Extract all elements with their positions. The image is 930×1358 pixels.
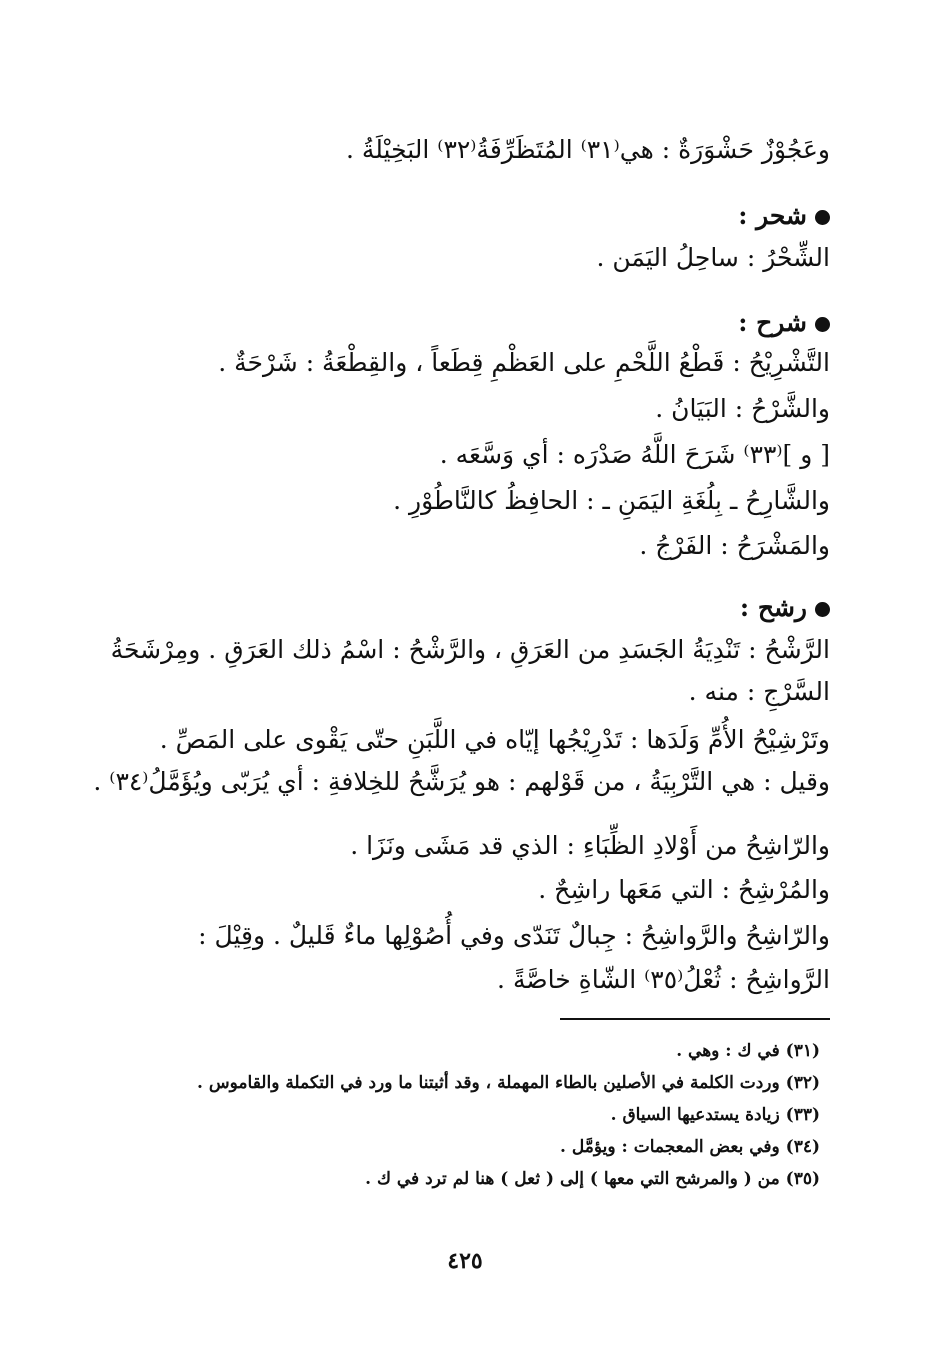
text-line: وقيل : هي التَّرْبِيَةُ ، من قَوْلهم : هو يُرَشَّحُ للخِلافةِ : أي يُرَبّى ويُؤَمَّلُ⁽٣٤⁾ . <box>93 767 830 796</box>
text-line: [ و ]⁽٣٣⁾ شَرَحَ اللَّهُ صَدْرَه : أي وَسَّعَه . <box>439 440 830 469</box>
text-line: الرَّواشِحُ : ثُعْلُ⁽٣٥⁾ الشّاةِ خاصَّةً . <box>497 965 830 994</box>
text-line: وتَرْشِيْحُ الأُمِّ وَلَدَها : تَدْرِيْجُها إيّاه في اللَّبَنِ حتّى يَقْوى على المَصِّ . <box>159 725 830 754</box>
text-line: والرّاشِحُ من أَوْلادِ الظِّبَاءِ : الذي قد مَشَى ونَزَا . <box>350 831 830 860</box>
bullet-icon <box>815 317 830 332</box>
bullet-icon <box>815 602 830 617</box>
text-line: وعَجُوْزٌ حَشْوَرَةٌ : هي⁽٣١⁾ المُتَظَرِّفَةُ⁽٣٢⁾ البَخِيْلَةُ . <box>345 135 830 164</box>
footnote: (٣١) في ك : وهي . <box>676 1041 820 1061</box>
text-line: والمَشْرَحُ : الفَرْجُ . <box>639 531 830 560</box>
text-line: الشِّحْرُ : ساحِلُ اليَمَن . <box>596 243 830 272</box>
text-line: والمُرْشِحُ : التي مَعَها راشِحٌ . <box>538 875 830 904</box>
footnote: (٣٢) وردت الكلمة في الأصلين بالطاء المهملة ، وقد أثبتنا ما ورد في التكملة والقاموس . <box>197 1073 820 1093</box>
footnote: (٣٤) وفي بعض المعجمات : ويؤمَّل . <box>560 1137 820 1157</box>
text-line: السَّرْجِ : منه . <box>688 677 830 706</box>
entry-heading <box>100 198 830 234</box>
text-line: والشَّرْحُ : البَيَانُ . <box>655 394 830 423</box>
text-line: والرّاشِحُ والرَّواشِحُ : جِبالٌ تَنَدّى وفي أُصُوْلِها ماءٌ قَليلٌ . وقِيْلَ : <box>198 921 830 950</box>
heading-label: شرح : <box>738 308 807 337</box>
entry-heading <box>100 305 830 341</box>
footnote-separator <box>560 1018 830 1020</box>
bullet-icon <box>815 210 830 225</box>
footnote: (٣٥) من ( والمرشح التي معها ) إلى ( ثعل ) هنا لم ترد في ك . <box>365 1169 820 1189</box>
heading-label: شحر : <box>738 201 807 230</box>
heading-label: رشح : <box>739 593 807 622</box>
text-line: الرَّشْحُ : تَنْدِيَةُ الجَسَدِ من العَرَقِ ، والرَّشْحُ : اسْمُ ذلك العَرَقِ . ومِرْشَحَةُ <box>110 635 830 664</box>
page-number: ٤٢٥ <box>447 1248 483 1274</box>
entry-heading <box>100 590 830 626</box>
text-line: والشَّارِحُ ـ بِلُغَةِ اليَمَنِ ـ : الحافِظُ كالنَّاطُوْرِ . <box>393 486 830 515</box>
text-line: التَّشْرِيْحُ : قَطْعُ اللَّحْمِ على العَظْمِ قِطَعاً ، والقِطْعَةُ : شَرْحَةٌ . <box>218 348 830 377</box>
footnote: (٣٣) زيادة يستدعيها السياق . <box>610 1105 820 1125</box>
